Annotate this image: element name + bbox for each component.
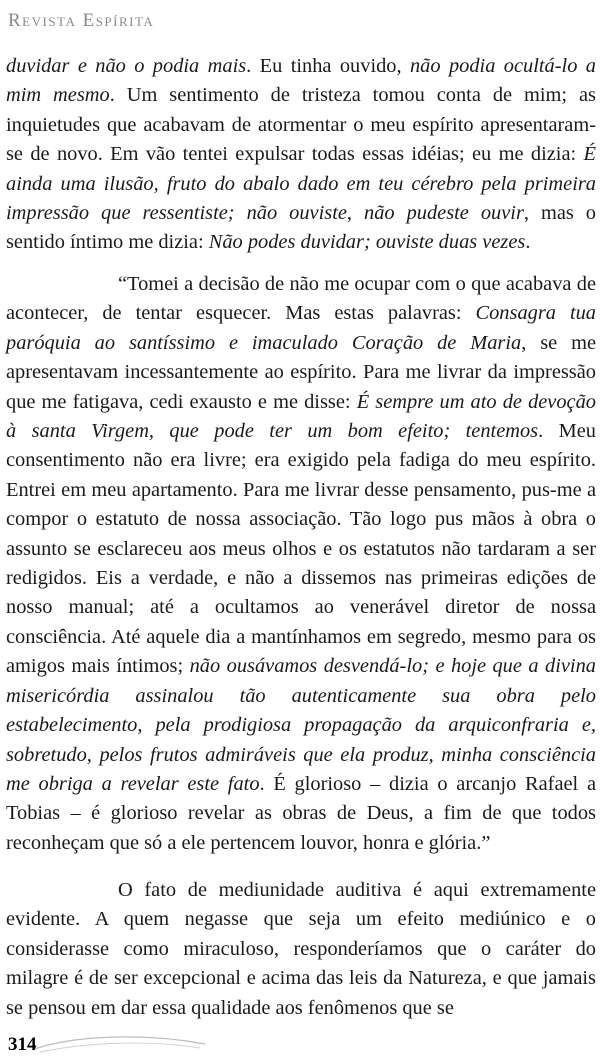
italic-text-segment: não podia ocultá-lo a mim mesmo	[6, 55, 596, 107]
text-segment: “Tomei a decisão de não me ocupar com o que acabava de acontecer, de tentar esquecer. Mas estas palavras:	[6, 273, 596, 325]
italic-text-segment: Consagra tua paróquia ao santíssimo e imaculado Coração de Maria	[6, 302, 596, 354]
text-segment: . Meu consentimento não era livre; era exigido pela fadiga do meu espírito. Entrei em meu apartamento. Para me livrar desse pensamento, pus-me a compor o estatuto de nossa associação. Tão logo pus mãos à obra o assunto se esclareceu aos meus olhos e os estatutos não tardaram a ser redigidos. Eis a verdade, e não a dissemos nas primeiras edições de nosso manual; até a ocultamos ao venerável diretor de nossa consciência. Até aquele dia a mantínhamos em segredo, mesmo para os amigos mais íntimos;	[6, 420, 596, 678]
text-segment: , mas o sentido íntimo me dizia:	[6, 202, 596, 254]
running-header: Revista Espírita	[8, 10, 155, 31]
text-segment: , se me apresentavam incessantemente ao espírito. Para me livrar da impressão que me fatigava, cedi exausto e me disse:	[6, 331, 596, 413]
paragraph-2	[6, 270, 596, 858]
italic-text-segment: É sempre um ato de devoção à santa Virgem, que pode ter um bom efeito; tentemos	[6, 390, 596, 443]
italic-text-segment: duvidar e não o podia mais	[6, 55, 247, 77]
paragraph-3	[6, 876, 596, 1023]
decorative-swash	[30, 1030, 210, 1054]
text-segment: .	[525, 231, 531, 254]
paragraph-1	[6, 52, 596, 258]
page-number: 314	[8, 1034, 37, 1055]
text-segment: O fato de mediunidade auditiva é aqui extremamente evidente. A quem negasse que seja um efeito mediúnico e o considerasse como miraculoso, responderíamos que o caráter do milagre é de ser excepcional e acima das leis da Natureza, e que jamais se pensou em dar essa qualidade aos fenômenos que se	[6, 879, 596, 1019]
text-segment: . É glorioso – dizia o arcanjo Rafael a Tobias – é glorioso revelar as obras de Deus, a fim de que todos reconheçam que só a ele pertencem louvor, honra e glória.”	[6, 772, 596, 854]
text-segment: . Um sentimento de tristeza tomou conta de mim; as inquietudes que acabavam de atormentar o meu espírito apresentaram-se de novo. Em vão tentei expulsar todas essas idéias; eu me dizia:	[6, 84, 596, 166]
italic-text-segment: não ousávamos desvendá-lo; e hoje que a divina misericórdia assinalou tão autenticamente sua obra pelo estabelecimento, pela prodigiosa propagação da arquiconfraria e, sobretudo, pelos frutos admiráveis que ela produz, minha consciência me obriga a revelar este fato	[6, 655, 596, 795]
italic-text-segment: É ainda uma ilusão, fruto do abalo dado em teu cérebro pela primeira impressão que ressentiste; não ouviste, não pudeste ouvir	[6, 143, 596, 225]
text-segment: . Eu tinha ouvido,	[246, 55, 410, 77]
italic-text-segment: Não podes duvidar; ouviste duas vezes	[208, 231, 526, 254]
